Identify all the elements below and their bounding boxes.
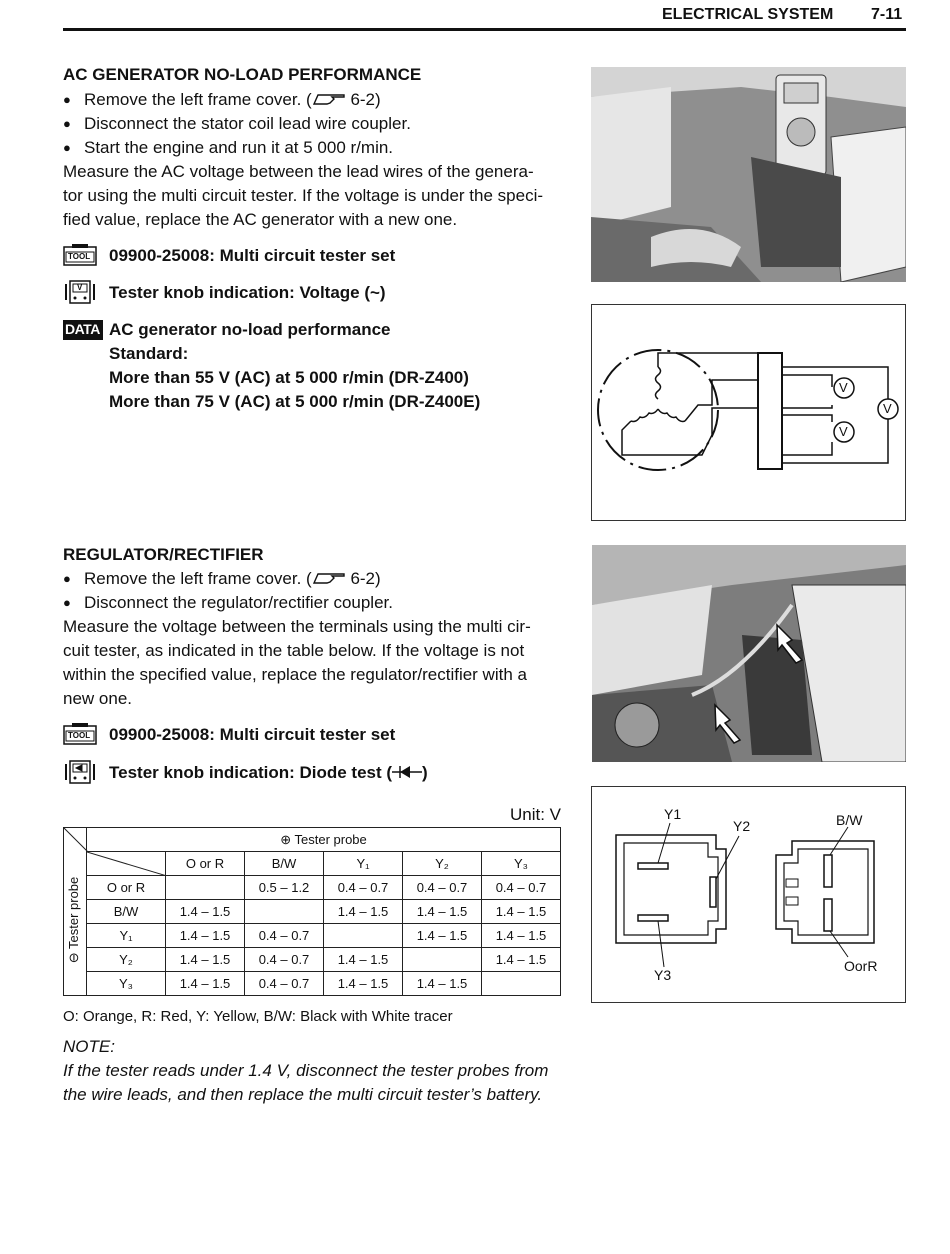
paragraph-line: Measure the voltage between the terminals using the multi cir-	[63, 617, 531, 636]
bullet-icon: ●	[63, 595, 71, 610]
bullet-icon: ●	[63, 116, 71, 131]
table-cell	[403, 948, 482, 972]
table-cell: 1.4 – 1.5	[403, 900, 482, 924]
bullet-icon: ●	[63, 140, 71, 155]
diode-tester-icon	[63, 760, 97, 789]
ac-generator-title: AC GENERATOR NO-LOAD PERFORMANCE	[63, 65, 422, 84]
table-cell: 1.4 – 1.5	[403, 972, 482, 996]
table-row	[64, 876, 561, 900]
tool-icon	[63, 244, 97, 271]
ac-generator-bullets	[63, 88, 568, 232]
table-cell	[245, 900, 324, 924]
knob-label: Tester knob indication: Voltage (~)	[109, 283, 386, 302]
list-item	[63, 591, 568, 615]
paragraph-line: within the specified value, replace the regulator/rectifier with a	[63, 665, 527, 684]
column-header: Y₁	[324, 852, 403, 876]
tool-label: 09900-25008: Multi circuit tester set	[109, 725, 396, 744]
regulator-photo	[592, 545, 906, 762]
bullet-text: Disconnect the stator coil lead wire coupler.	[84, 114, 411, 133]
plus-probe-header: ⊕ Tester probe	[87, 828, 561, 852]
table-cell: 0.5 – 1.2	[245, 876, 324, 900]
table-header-row	[64, 852, 561, 876]
row-header: B/W	[87, 900, 166, 924]
table-cell	[166, 876, 245, 900]
spec-line: More than 55 V (AC) at 5 000 r/min (DR-Z400)	[109, 368, 469, 387]
section-title: ELECTRICAL SYSTEM	[662, 6, 834, 23]
table-cell: 1.4 – 1.5	[482, 948, 561, 972]
spec-line: More than 75 V (AC) at 5 000 r/min (DR-Z400E)	[109, 392, 481, 411]
bullet-icon: ●	[63, 92, 71, 107]
list-item	[63, 88, 568, 112]
diode-test-table	[63, 827, 561, 996]
paragraph-line: cuit tester, as indicated in the table below. If the voltage is not	[63, 641, 525, 660]
tool-icon	[63, 723, 97, 750]
bullet-text: Remove the left frame cover. ( 6-2)	[84, 90, 381, 109]
list-item	[63, 567, 568, 591]
diagonal-cell	[87, 852, 166, 876]
stator-circuit-diagram	[591, 304, 906, 521]
table-cell: 0.4 – 0.7	[245, 972, 324, 996]
table-cell: 0.4 – 0.7	[245, 948, 324, 972]
spec-line: Standard:	[109, 344, 189, 363]
table-cell: 1.4 – 1.5	[403, 924, 482, 948]
note-line: If the tester reads under 1.4 V, disconnect the tester probes from	[63, 1061, 549, 1080]
voltmeter-symbol: V	[839, 424, 848, 439]
table-cell: 1.4 – 1.5	[324, 972, 403, 996]
column-header: B/W	[245, 852, 324, 876]
row-header: Y₃	[87, 972, 166, 996]
column-header: O or R	[166, 852, 245, 876]
list-item	[63, 136, 568, 160]
tester-knob-icon	[63, 280, 97, 309]
tester-knob-icon-text: V	[77, 283, 83, 292]
paragraph-line: new one.	[63, 689, 132, 708]
list-item	[63, 112, 568, 136]
table-cell: 0.4 – 0.7	[324, 876, 403, 900]
bullet-icon: ●	[63, 571, 71, 586]
label-bw: B/W	[836, 812, 863, 828]
tool-icon-text: TOOL	[68, 731, 91, 740]
data-icon	[63, 320, 103, 340]
table-cell: 1.4 – 1.5	[324, 900, 403, 924]
table-cell	[324, 924, 403, 948]
pointing-hand-icon	[312, 91, 346, 107]
voltmeter-symbol: V	[883, 401, 892, 416]
label-y2: Y2	[733, 818, 751, 834]
pointing-hand-icon	[312, 570, 346, 586]
unit-label: Unit: V	[510, 805, 562, 824]
table-row	[64, 900, 561, 924]
data-icon-text: DATA	[65, 321, 100, 337]
note-line: the wire leads, and then replace the multi circuit tester’s battery.	[63, 1085, 543, 1104]
page-number: 7-11	[871, 6, 903, 23]
paragraph-line: Measure the AC voltage between the lead wires of the genera-	[63, 162, 534, 181]
table-cell: 1.4 – 1.5	[166, 972, 245, 996]
row-header: Y₁	[87, 924, 166, 948]
table-cell: 0.4 – 0.7	[245, 924, 324, 948]
note-label: NOTE:	[63, 1037, 115, 1056]
table-cell: 0.4 – 0.7	[403, 876, 482, 900]
table-cell: 1.4 – 1.5	[166, 948, 245, 972]
regulator-title: REGULATOR/RECTIFIER	[63, 545, 264, 564]
paragraph-line: fied value, replace the AC generator with a new one.	[63, 210, 458, 229]
table-cell: 0.4 – 0.7	[482, 876, 561, 900]
diode-symbol-icon	[392, 765, 422, 779]
color-legend: O: Orange, R: Red, Y: Yellow, B/W: Black with White tracer	[63, 1008, 453, 1025]
paragraph-line: tor using the multi circuit tester. If the voltage is under the speci-	[63, 186, 544, 205]
bullet-text: Start the engine and run it at 5 000 r/min.	[84, 138, 394, 157]
table-row	[64, 924, 561, 948]
table-cell: 1.4 – 1.5	[166, 924, 245, 948]
table-header-row	[64, 828, 561, 852]
table-cell: 1.4 – 1.5	[482, 900, 561, 924]
header-rule	[63, 28, 906, 31]
voltmeter-symbol: V	[839, 380, 848, 395]
data-spec	[109, 318, 480, 414]
row-header: Y₂	[87, 948, 166, 972]
connector-diagram	[591, 786, 906, 1003]
tool-label: 09900-25008: Multi circuit tester set	[109, 246, 396, 265]
table-row	[64, 948, 561, 972]
note-block	[63, 1035, 568, 1107]
table-cell	[482, 972, 561, 996]
bullet-text: Remove the left frame cover. ( 6-2)	[84, 569, 381, 588]
column-header: Y₂	[403, 852, 482, 876]
minus-probe-header: ⊖ Tester probe	[64, 852, 87, 996]
table-cell: 1.4 – 1.5	[324, 948, 403, 972]
label-y1: Y1	[664, 806, 682, 822]
knob-label: Tester knob indication: Diode test ( )	[109, 763, 428, 782]
label-oorr: OorR	[844, 958, 878, 974]
corner-cell	[64, 828, 87, 852]
table-row	[64, 972, 561, 996]
table-cell: 1.4 – 1.5	[482, 924, 561, 948]
row-header: O or R	[87, 876, 166, 900]
regulator-bullets	[63, 567, 568, 711]
bullet-text: Disconnect the regulator/rectifier coupler.	[84, 593, 393, 612]
spec-line: AC generator no-load performance	[109, 320, 391, 339]
tool-icon-text: TOOL	[68, 252, 91, 261]
column-header: Y₃	[482, 852, 561, 876]
tester-photo	[591, 67, 906, 282]
table-cell: 1.4 – 1.5	[166, 900, 245, 924]
label-y3: Y3	[654, 967, 672, 983]
